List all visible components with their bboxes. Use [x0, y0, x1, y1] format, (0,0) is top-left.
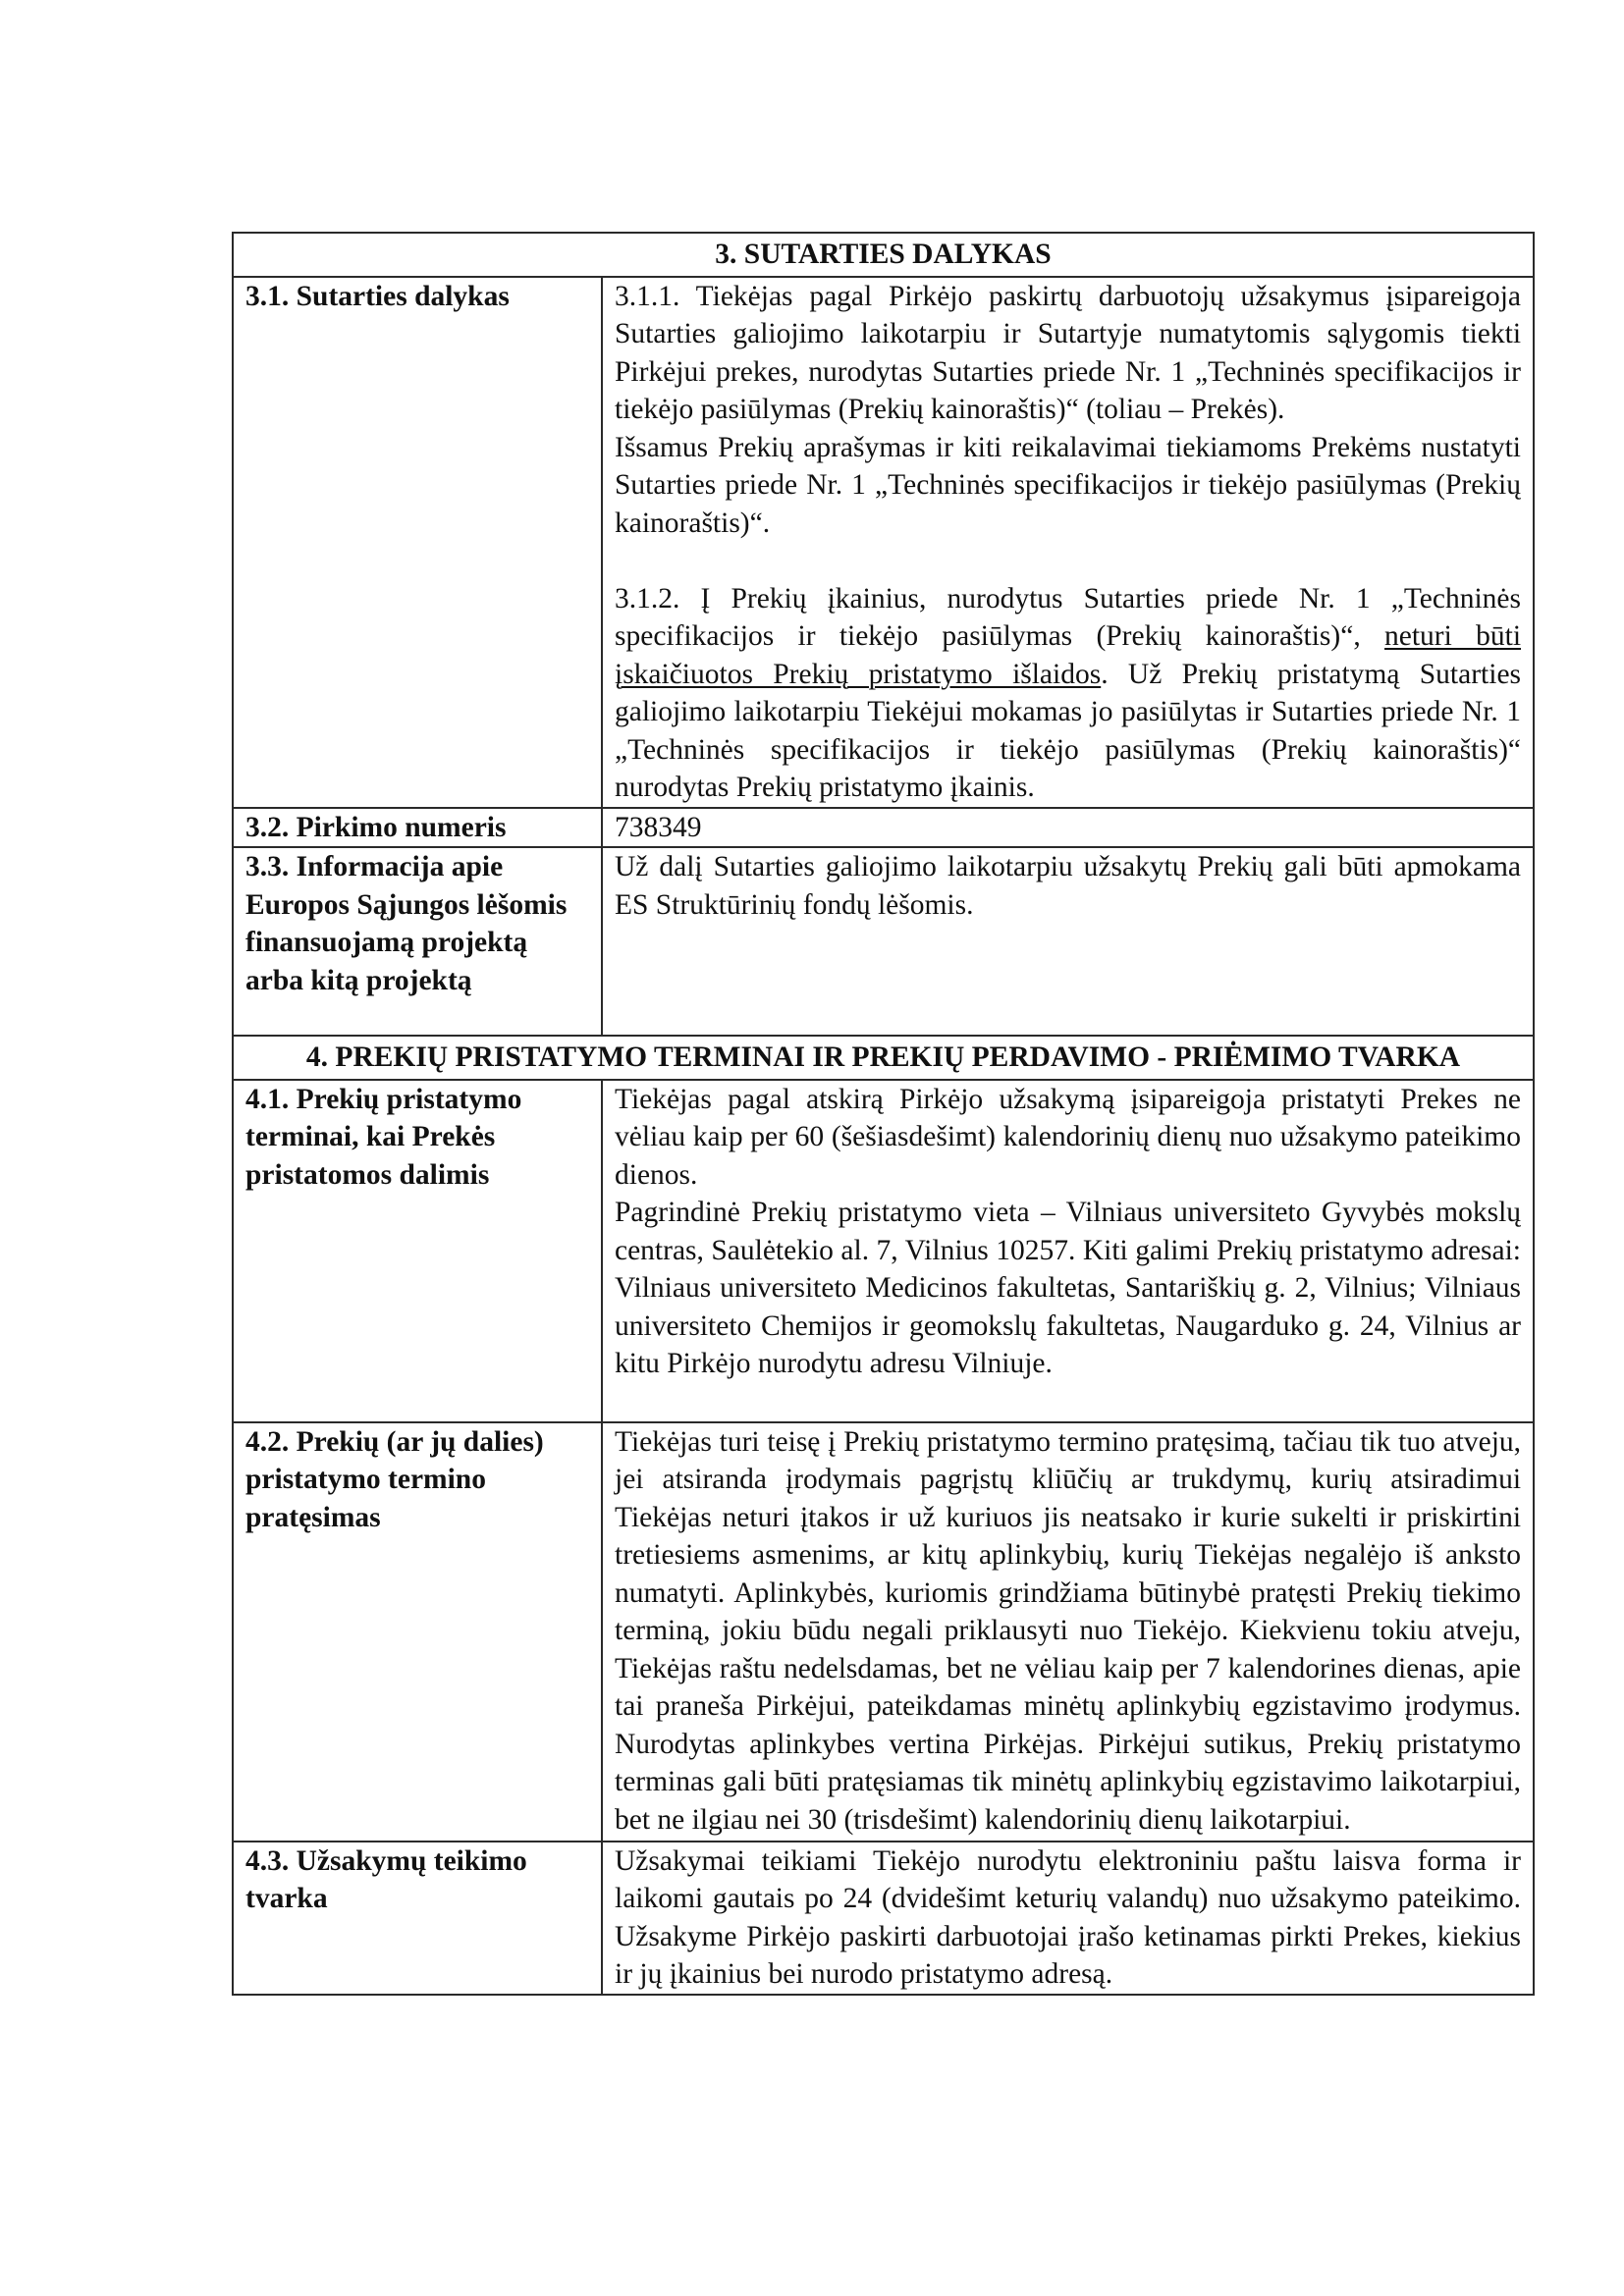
order-procedure-text: Užsakymai teikiami Tiekėjo nurodytu elektroniniu paštu laisva forma ir laikomi gautais po 24 (dvidešimt keturių valandų) nuo užsakymo pateikimo. Užsakyme Pirkėjo paskirti darbuotojai įrašo ketinamas pirkti Prekes, kiekius ir jų įkainius bei nurodo pristatymo adresą. — [615, 1844, 1522, 1990]
delivery-address-text: Pagrindinė Prekių pristatymo vieta – Vilniaus universiteto Gyvybės mokslų centras, Saulėtekio al. 7, Vilnius 10257. Kiti galimi Prekių pristatymo adresai: Vilniaus universiteto Medicinos fakultetas, Santariškių g. 2, Vilnius; Vilniaus universiteto Chemijos ir geomokslų fakultetas, Naugarduko g. 24, Vilnius ar kitu Pirkėjo nurodytu adresu Vilniuje. — [615, 1197, 1522, 1379]
row-body-4-2 — [602, 1422, 1534, 1842]
section-4-heading-row — [233, 1036, 1534, 1080]
clause-3-1-1: 3.1.1. Tiekėjas pagal Pirkėjo paskirtų darbuotojų užsakymus įsipareigoja Sutarties galiojimo laikotarpiu ir Sutartyje numatytomis sąlygomis tiekti Pirkėjui prekes, nurodytas Sutarties priede Nr. 1 „Techninės specifikacijos ir tiekėjo pasiūlymas (Prekių kainoraštis)“ (toliau – Prekės). — [615, 280, 1522, 425]
deadline-extension-text: Tiekėjas turi teisę į Prekių pristatymo termino pratęsimą, tačiau tik tuo atveju, jei atsiranda įrodymais pagrįstų kliūčių ar trukdymų, kurių atsiradimui Tiekėjas neturi įtakos ir už kuriuos jis neatsako ir kurie sukelti ir priskirtini tretiesiems asmenims, ar kitų aplinkybių, kurių Tiekėjas negalėjo iš anksto numatyti. Aplinkybės, kuriomis grindžiama būtinybė pratęsti Prekių tiekimo terminą, jokiu būdu negali priklausyti nuo Tiekėjo. Kiekvienu tokiu atveju, Tiekėjas raštu nedelsdamas, bet ne vėliau kaip per 7 kalendorines dienas, apie tai praneša Pirkėjui, pateikdamas minėtų aplinkybių egzistavimo įrodymus. Nurodytas aplinkybes vertina Pirkėjas. Pirkėjui sutikus, Prekių pristatymo terminas gali būti pratęsiamas tik minėtų aplinkybių egzistavimo laikotarpiui, bet ne ilgiau nei 30 (trisdešimt) kalendorinių dienų laikotarpiui. — [615, 1425, 1522, 1836]
table-row-4-1 — [233, 1080, 1534, 1422]
contract-table — [232, 232, 1535, 1996]
row-label-3-3: 3.3. Informacija apie Europos Sąjungos lėšomis finansuojamą projektą arba kitą projektą — [233, 847, 602, 1036]
paragraph-spacer — [615, 542, 1521, 580]
table-row-3-3 — [233, 847, 1534, 1036]
clause-3-1-2-text-before: 3.1.2. Į Prekių įkainius, nurodytus Sutarties priede Nr. 1 „Techninės specifikacijos ir tiekėjo pasiūlymas (Prekių kainoraštis)“, — [615, 582, 1522, 652]
section-3-heading-row — [233, 233, 1534, 277]
purchase-number-value: 738349 — [602, 808, 1534, 848]
clause-3-1-2-text-after: . Už Prekių pristatymą Sutarties galiojimo laikotarpiu Tiekėjui mokamas jo pasiūlytas ir Sutarties priede Nr. 1 „Techninės specifikacijos ir tiekėjo pasiūlymas (Prekių kainoraštis)“ nurodytas Prekių pristatymo įkainis. — [615, 658, 1522, 803]
row-label-4-2: 4.2. Prekių (ar jų dalies) pristatymo termino pratęsimas — [233, 1422, 602, 1842]
row-body-4-3 — [602, 1842, 1534, 1995]
table-row-4-3 — [233, 1842, 1534, 1995]
section-3-title: 3. SUTARTIES DALYKAS — [233, 233, 1534, 277]
table-row-3-1 — [233, 277, 1534, 808]
row-label-3-2: 3.2. Pirkimo numeris — [233, 808, 602, 848]
clause-3-1-2-underlined-text: neturi būti įskaičiuotos Prekių pristatymo išlaidos — [615, 620, 1522, 690]
document-page — [232, 232, 1533, 1996]
table-row-3-2 — [233, 808, 1534, 848]
clause-3-1-1-details: Išsamus Prekių aprašymas ir kiti reikalavimai tiekiamoms Prekėms nustatyti Sutarties priede Nr. 1 „Techninės specifikacijos ir tiekėjo pasiūlymas (Prekių kainoraštis)“. — [615, 431, 1522, 539]
row-label-3-1: 3.1. Sutarties dalykas — [233, 277, 602, 808]
section-4-title: 4. PREKIŲ PRISTATYMO TERMINAI IR PREKIŲ PERDAVIMO - PRIĖMIMO TVARKA — [233, 1036, 1534, 1080]
row-body-3-1 — [602, 277, 1534, 808]
delivery-deadline-text: Tiekėjas pagal atskirą Pirkėjo užsakymą įsipareigoja pristatyti Prekes ne vėliau kaip per 60 (šešiasdešimt) kalendorinių dienų nuo užsakymo pateikimo dienos. — [615, 1083, 1522, 1191]
row-body-4-1 — [602, 1080, 1534, 1422]
row-label-4-3: 4.3. Užsakymų teikimo tvarka — [233, 1842, 602, 1995]
row-label-4-1: 4.1. Prekių pristatymo terminai, kai Prekės pristatomos dalimis — [233, 1080, 602, 1422]
clause-3-1-2 — [615, 580, 1521, 807]
table-row-4-2 — [233, 1422, 1534, 1842]
eu-funding-text: Už dalį Sutarties galiojimo laikotarpiu užsakytų Prekių gali būti apmokama ES Struktūrinių fondų lėšomis. — [615, 851, 1522, 921]
row-body-3-3 — [602, 847, 1534, 1036]
